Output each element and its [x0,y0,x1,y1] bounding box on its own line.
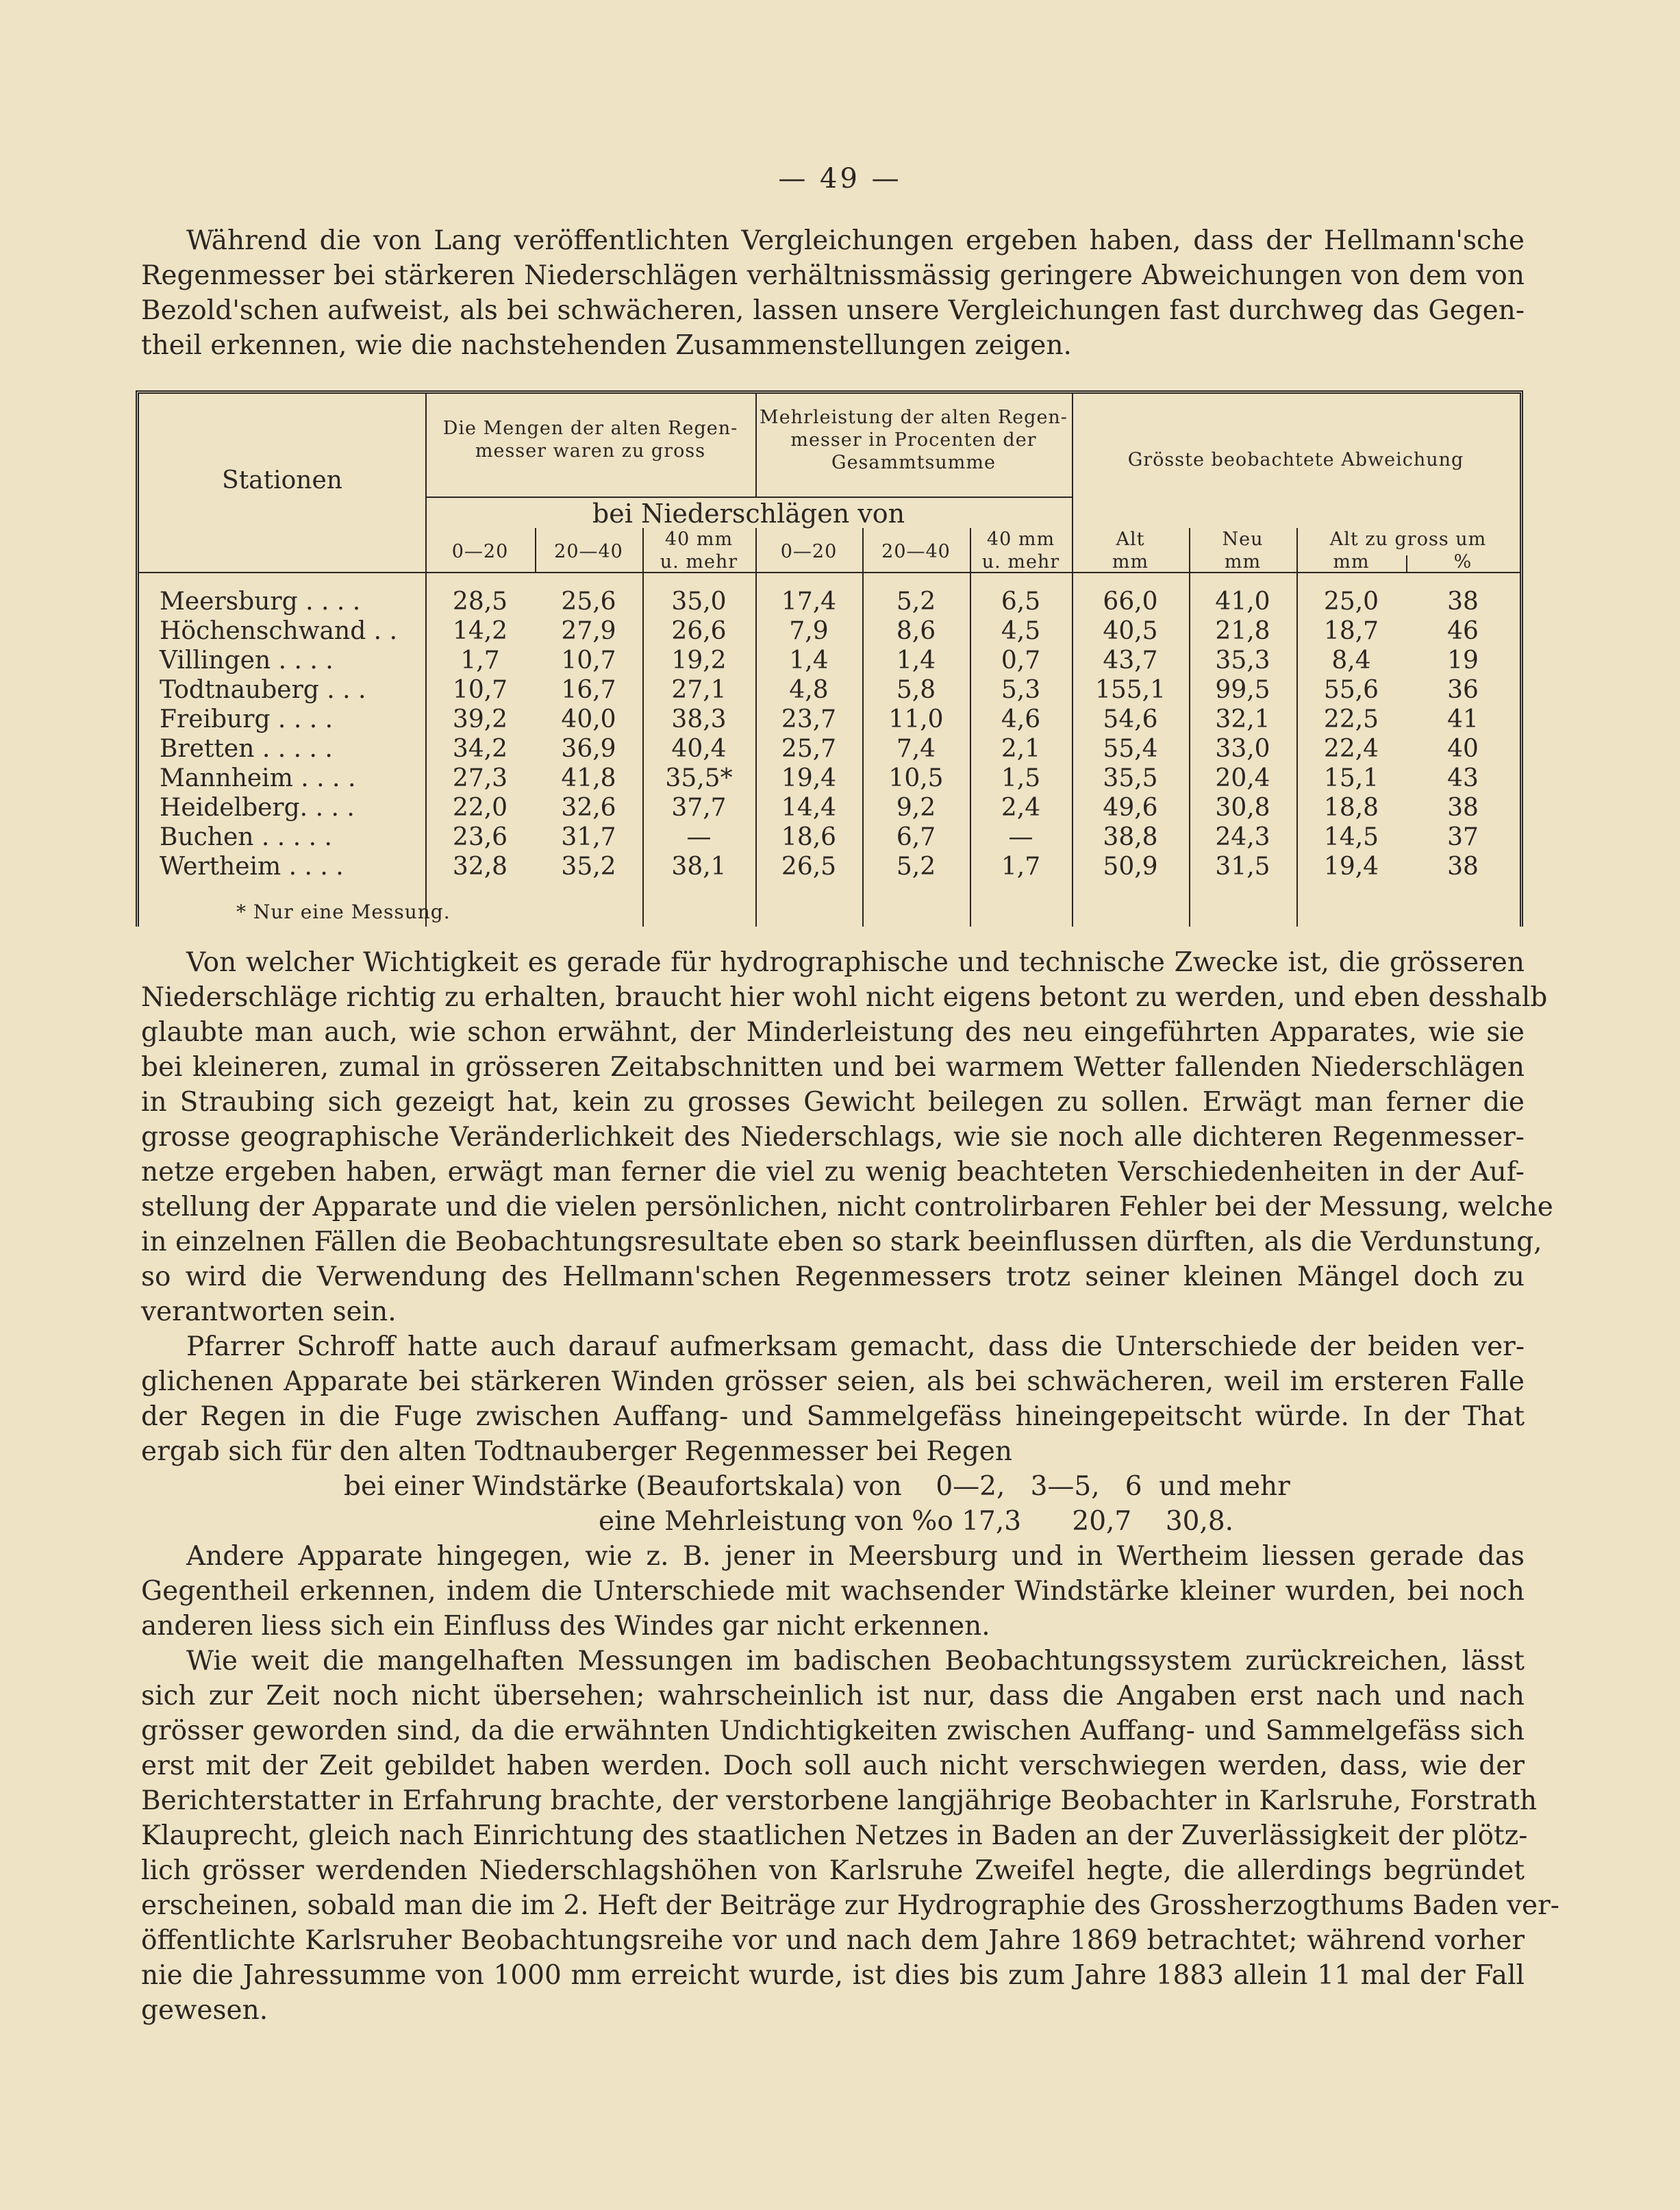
table-cell: 5,2 [896,588,936,616]
table-cell: 26,6 [671,617,727,645]
station-name: Mannheim . . . . [160,764,356,792]
text-line: stellung der Apparate und die vielen persönlichen, nicht controlirbaren Fehler bei der Messung, welche [141,1192,1553,1222]
col-pct-20-40: 20—40 [881,541,951,562]
table-cell: 38,3 [671,705,727,733]
text-line: in Straubing sich gezeigt hat, kein zu grosses Gewicht beilegen zu sollen. Erwägt man ferner die [141,1087,1525,1118]
table-cell: 5,8 [896,676,936,704]
col-neu: Neu mm [1222,529,1264,573]
station-name: Freiburg . . . . [160,705,334,733]
text-line: Berichterstatter in Erfahrung brachte, der verstorbene langjährige Beobachter in Karlsruhe, Forstrath [141,1785,1538,1816]
page-number: — 49 — [778,163,902,194]
table-cell: 33,0 [1215,735,1270,763]
text-line: grosse geographische Veränderlichkeit des Niederschlags, wie sie noch alle dichteren Regenmesser- [141,1122,1525,1153]
table-cell: 25,7 [781,735,837,763]
table-cell: 19 [1447,646,1479,675]
text-line: Von welcher Wichtigkeit es gerade für hydrographische und technische Zwecke ist, die grösseren [186,947,1525,978]
text-line: gewesen. [141,1995,268,2026]
table-cell: 5,3 [1001,676,1041,704]
text-line: sich zur Zeit noch nicht übersehen; wahrscheinlich ist nur, dass die Angaben erst nach und nach [141,1681,1525,1711]
table-cell: 34,2 [452,735,508,763]
table-cell: 27,3 [452,764,508,792]
table-cell: 9,2 [896,794,936,822]
table-cell: 99,5 [1215,676,1270,704]
text-line: bei kleineren, zumal in grösseren Zeitabschnitten und bei warmem Wetter fallenden Niederschlägen [141,1052,1525,1083]
table-cell: 38 [1447,588,1479,616]
table-cell: 14,5 [1323,823,1379,851]
table-cell: 0,7 [1001,646,1041,675]
col-pct-0-20: 0—20 [780,541,838,562]
table-cell: 15,1 [1323,764,1379,792]
table-rule [425,497,1072,498]
text-line: Regenmesser bei stärkeren Niederschlägen verhältnissmässig geringere Abweichungen von dem von [141,260,1525,291]
table-cell: 6,5 [1001,588,1041,616]
text-line: erst mit der Zeit gebildet haben werden. Doch soll auch nicht verschwiegen werden, dass, wie der [141,1750,1525,1781]
table-cell: 2,4 [1001,794,1041,822]
text-line: verantworten sein. [141,1296,397,1327]
col-0-20: 0—20 [451,541,509,562]
table-cell: 50,9 [1103,853,1158,881]
table-cell: 31,7 [561,823,616,851]
text-line: Während die von Lang veröffentlichten Vergleichungen ergeben haben, dass der Hellmann'sche [186,225,1525,256]
text-line: erscheinen, sobald man die im 2. Heft der Beiträge zur Hydrographie des Grossherzogthums Baden ver- [141,1890,1559,1921]
table-cell: 16,7 [561,676,616,704]
table-cell: 25,6 [561,588,616,616]
text-line: Gegentheil erkennen, indem die Unterschiede mit wachsender Windstärke kleiner wurden, bei noch [141,1576,1525,1607]
text-line: öffentlichte Karlsruher Beobachtungsreihe vor und nach dem Jahre 1869 betrachtet; während vorher [141,1925,1525,1956]
table-cell: 14,4 [781,794,837,822]
table-cell: 17,4 [781,588,837,616]
group2-header: Mehrleistung der alten Regen- messer in Procenten der Gesammtsumme [760,407,1068,473]
table-cell: 1,4 [789,646,829,675]
table-cell: 22,0 [452,794,508,822]
table-cell: 32,6 [561,794,616,822]
station-name: Bretten . . . . . [160,735,333,763]
table-cell: 155,1 [1094,676,1166,704]
text-line: nie die Jahressumme von 1000 mm erreicht wurde, ist dies bis zum Jahre 1883 allein 11 mal der Fall [141,1960,1525,1991]
table-cell: 54,6 [1103,705,1158,733]
col-20-40: 20—40 [554,541,623,562]
table-cell: 38 [1447,853,1479,881]
table-cell: 55,6 [1323,676,1379,704]
group3-header: Grösste beobachtete Abweichung [1127,449,1464,470]
station-name: Meersburg . . . . [160,588,361,616]
table-cell: 66,0 [1103,588,1158,616]
intro-paragraph [141,223,1525,363]
table-cell: 19,4 [781,764,837,792]
table-cell: 35,5 [1103,764,1158,792]
table-cell: 39,2 [452,705,508,733]
text-line: anderen liess sich ein Einfluss des Windes gar nicht erkennen. [141,1611,990,1642]
table-cell: 38,8 [1103,823,1158,851]
table-cell: 27,9 [561,617,616,645]
table-cell: 6,7 [896,823,936,851]
text-line: in einzelnen Fällen die Beobachtungsresultate eben so stark beeinflussen dürften, als die Verdunstung, [141,1227,1542,1257]
table-cell: 19,2 [671,646,727,675]
table-cell: 40,0 [561,705,616,733]
table-cell: 41,8 [561,764,616,792]
paragraph-5 [141,1644,1559,2028]
table-cell: 7,9 [789,617,829,645]
text-line: so wird die Verwendung des Hellmann'schen Regenmessers trotz seiner kleinen Mängel doch zu [141,1261,1525,1292]
text-line: Pfarrer Schroff hatte auch darauf aufmerksam gemacht, dass die Unterschiede der beiden ver- [186,1331,1525,1362]
table-cell: 1,7 [1001,853,1041,881]
subheader: bei Niederschlägen von [592,499,905,529]
table-cell: 10,5 [888,764,944,792]
table-cell: 18,7 [1323,617,1379,645]
table-cell: 11,0 [888,705,944,733]
table-cell: 8,4 [1331,646,1371,675]
table-cell: 1,5 [1001,764,1041,792]
table-cell: 4,6 [1001,705,1041,733]
table-cell: 37 [1447,823,1479,851]
table-cell: 36,9 [561,735,616,763]
table-cell: 35,3 [1215,646,1270,675]
text-line: netze ergeben haben, erwägt man ferner die viel zu wenig beachteten Verschiedenheiten in der Auf- [141,1157,1525,1188]
table-cell: 40,4 [671,735,727,763]
rainfall-table [136,390,1523,927]
col-40-more: 40 mm u. mehr [660,529,738,573]
wind-line-1: bei einer Windstärke (Beaufortskala) von 0—2, 3—5, 6 und mehr [344,1471,1290,1502]
table-cell: 2,1 [1001,735,1041,763]
station-name: Wertheim . . . . [160,853,344,881]
station-name: Todtnauberg . . . [160,676,366,704]
text-line: theil erkennen, wie die nachstehenden Zusammenstellungen zeigen. [141,330,1072,361]
table-cell: 49,6 [1103,794,1158,822]
text-line: Bezold'schen aufweist, als bei schwächeren, lassen unsere Vergleichungen fast durchweg das Gegen- [141,295,1525,326]
table-cell: 38,1 [671,853,727,881]
table-cell: 43,7 [1103,646,1158,675]
table-cell: 32,8 [452,853,508,881]
wind-line-2: eine Mehrleistung von %o 17,3 20,7 30,8. [599,1506,1234,1537]
table-cell: 32,1 [1215,705,1270,733]
table-cell: 20,4 [1215,764,1270,792]
table-cell: 30,8 [1215,794,1270,822]
table-cell: 35,2 [561,853,616,881]
text-line: glaubte man auch, wie schon erwähnt, der Minderleistung des neu eingeführten Apparates, wie sie [141,1017,1525,1048]
table-cell: 23,7 [781,705,837,733]
table-cell: 23,6 [452,823,508,851]
station-name: Buchen . . . . . [160,823,332,851]
table-cell: 55,4 [1103,735,1158,763]
table-cell: 18,6 [781,823,837,851]
table-cell: — [686,823,712,851]
col-alt: Alt mm [1112,529,1149,573]
table-cell: 14,2 [452,617,508,645]
table-cell: 43 [1447,764,1479,792]
station-name: Villingen . . . . [160,646,334,675]
table-cell: 40,5 [1103,617,1158,645]
table-cell: 21,8 [1215,617,1270,645]
table-cell: 31,5 [1215,853,1270,881]
text-line: glichenen Apparate bei stärkeren Winden grösser seien, als bei schwächeren, weil im ersteren Falle [141,1366,1525,1397]
table-cell: 41 [1447,705,1479,733]
stations-header: Stationen [222,466,342,494]
table-cell: 18,8 [1323,794,1379,822]
table-cell: 22,5 [1323,705,1379,733]
table-cell: 22,4 [1323,735,1379,763]
station-name: Höchenschwand . . [160,617,398,645]
paragraph-4 [141,1539,1525,1644]
table-cell: 4,8 [789,676,829,704]
table-cell: 27,1 [671,676,727,704]
table-cell: 7,4 [896,735,936,763]
col-altgross: Alt zu gross um [1329,529,1487,550]
text-line: lich grösser werdenden Niederschlagshöhen von Karlsruhe Zweifel hegte, die allerdings begründet [141,1855,1525,1886]
table-cell: 10,7 [561,646,616,675]
table-cell: 24,3 [1215,823,1270,851]
table-cell: 19,4 [1323,853,1379,881]
group1-header: Die Mengen der alten Regen- messer waren zu gross [442,418,738,462]
table-cell: 28,5 [452,588,508,616]
table-cell: — [1008,823,1033,851]
text-line: grösser geworden sind, da die erwähnten Undichtigkeiten zwischen Auffang- und Sammelgefäss sich [141,1716,1525,1746]
table-cell: 35,0 [671,588,727,616]
table-cell: 35,5* [665,764,733,792]
col-altgross-mm: mm [1333,551,1370,573]
text-line: Wie weit die mangelhaften Messungen im badischen Beobachtungssystem zurückreichen, lässt [186,1646,1525,1677]
table-cell: 46 [1447,617,1479,645]
table-cell: 40 [1447,735,1479,763]
text-line: Niederschläge richtig zu erhalten, braucht hier wohl nicht eigens betont zu werden, und eben desshalb [141,982,1548,1013]
station-name: Heidelberg. . . . [160,794,355,822]
table-cell: 1,4 [896,646,936,675]
table-cell: 37,7 [671,794,727,822]
text-line: Andere Apparate hingegen, wie z. B. jener in Meersburg und in Wertheim liessen gerade das [186,1541,1525,1572]
table-cell: 36 [1447,676,1479,704]
table-cell: 26,5 [781,853,837,881]
table-cell: 41,0 [1215,588,1270,616]
paragraph-2 [141,945,1553,1329]
paragraph-3 [141,1329,1525,1469]
table-cell: 25,0 [1323,588,1379,616]
text-line: der Regen in die Fuge zwischen Auffang- und Sammelgefäss hineingepeitscht würde. In der That [141,1401,1525,1432]
col-pct-40-more: 40 mm u. mehr [981,529,1060,573]
table-footnote: * Nur eine Messung. [236,901,451,923]
table-cell: 38 [1447,794,1479,822]
table-cell: 5,2 [896,853,936,881]
table-cell: 8,6 [896,617,936,645]
text-line: Klauprecht, gleich nach Einrichtung des staatlichen Netzes in Baden an der Zuverlässigkeit der plötz- [141,1820,1528,1851]
table-cell: 4,5 [1001,617,1041,645]
col-altgross-pct: % [1453,551,1472,573]
text-line: ergab sich für den alten Todtnauberger Regenmesser bei Regen [141,1436,1012,1467]
table-cell: 1,7 [460,646,500,675]
table-cell: 10,7 [452,676,508,704]
